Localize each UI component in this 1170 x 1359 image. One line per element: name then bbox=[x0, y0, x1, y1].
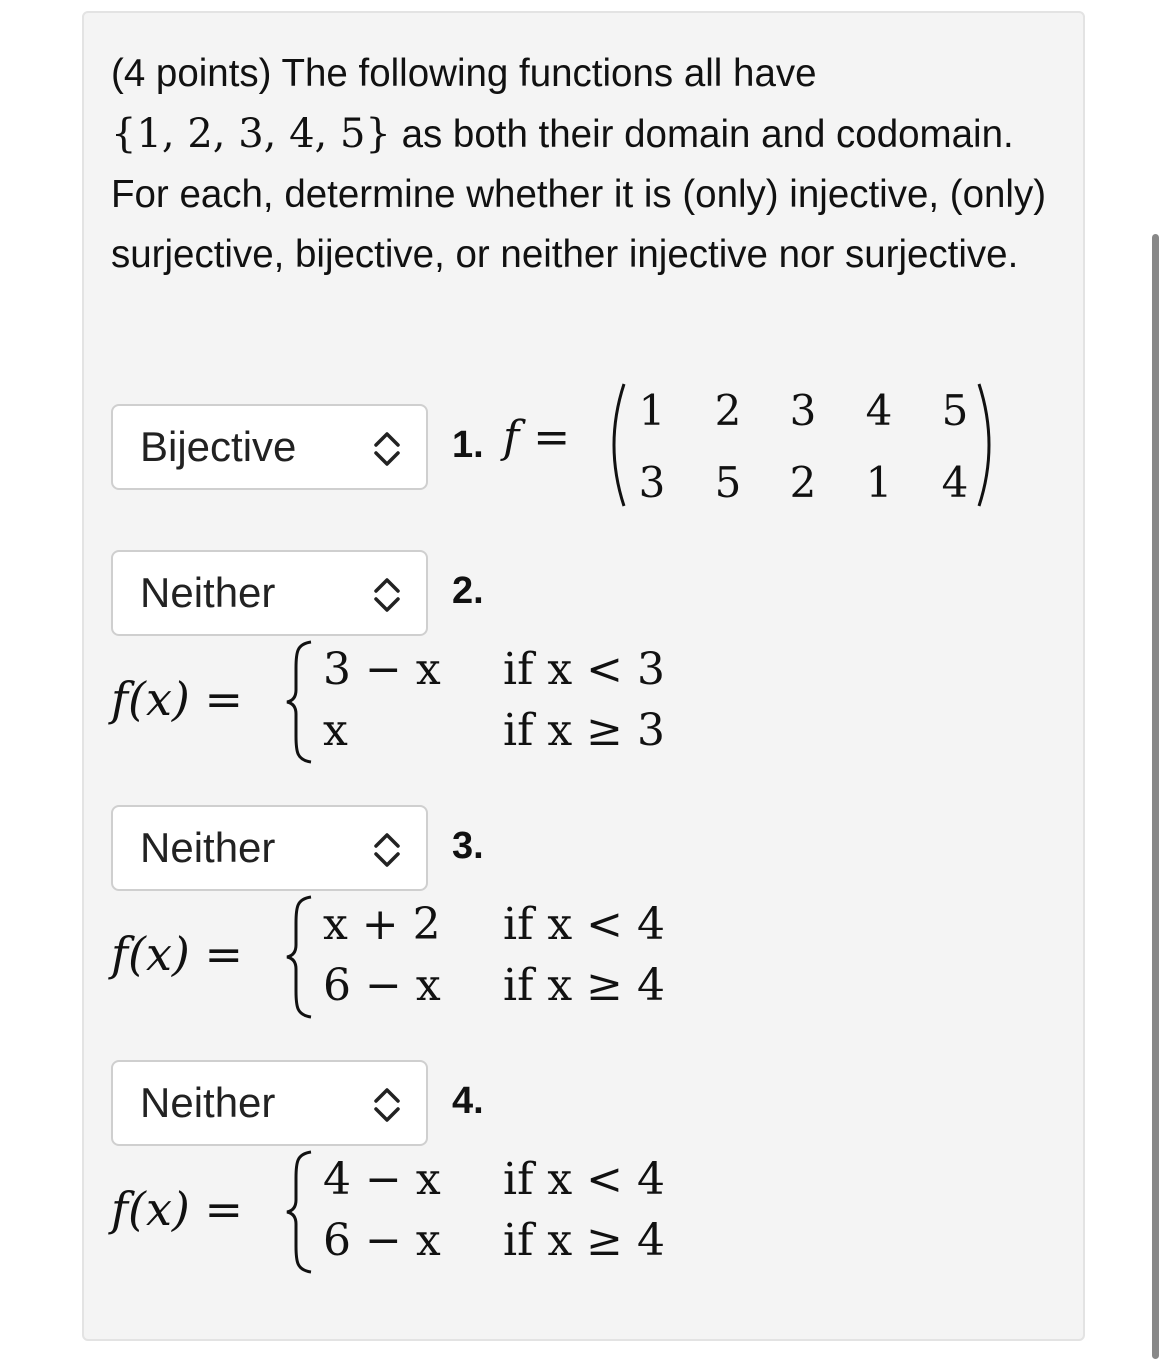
case-condition: if x ≥ 3 bbox=[503, 705, 665, 756]
select-value: Neither bbox=[140, 569, 276, 616]
matrix-cell: 3 bbox=[638, 458, 666, 507]
case-condition: if x < 3 bbox=[503, 644, 665, 695]
question-number-1: 1. bbox=[452, 424, 484, 466]
chevron-up-down-icon bbox=[371, 831, 403, 869]
function-label-4: f(x) = bbox=[111, 1182, 244, 1236]
select-value: Neither bbox=[140, 824, 276, 871]
case-expression: 4 − x bbox=[323, 1154, 441, 1205]
matrix-cell: 2 bbox=[789, 458, 817, 507]
chevron-up-down-icon bbox=[371, 1086, 403, 1124]
function-label-1: f = bbox=[503, 412, 571, 463]
case-expression: x + 2 bbox=[323, 899, 441, 950]
function-label-2: f(x) = bbox=[111, 672, 244, 726]
case-condition: if x < 4 bbox=[503, 1154, 665, 1205]
matrix-cell: 4 bbox=[865, 386, 893, 435]
question-number-4: 4. bbox=[452, 1080, 484, 1122]
question-prompt bbox=[111, 44, 1061, 285]
matrix-cell: 1 bbox=[638, 386, 666, 435]
matrix-cell: 1 bbox=[865, 458, 893, 507]
right-paren bbox=[975, 380, 1003, 510]
matrix-cell: 2 bbox=[714, 386, 742, 435]
matrix-cell: 3 bbox=[789, 386, 817, 435]
question-number-2: 2. bbox=[452, 570, 484, 612]
select-value: Neither bbox=[140, 1079, 276, 1126]
left-brace bbox=[283, 893, 315, 1021]
select-value: Bijective bbox=[140, 423, 297, 470]
question-number-3: 3. bbox=[452, 825, 484, 867]
function-label-3: f(x) = bbox=[111, 927, 244, 981]
matrix-cell: 5 bbox=[714, 458, 742, 507]
case-condition: if x ≥ 4 bbox=[503, 1215, 665, 1266]
matrix-cell: 5 bbox=[941, 386, 969, 435]
answer-select-3[interactable] bbox=[111, 805, 428, 891]
prompt-text-rest: as both their domain and codomain. For each, determine whether it is (only) injective, (only) surjective, bijective, or neither injective nor surjective. bbox=[111, 113, 1047, 276]
domain-set: {1, 2, 3, 4, 5} bbox=[111, 111, 391, 157]
case-expression: 6 − x bbox=[323, 1215, 441, 1266]
prompt-text: (4 points) The following functions all have bbox=[111, 52, 817, 95]
chevron-up-down-icon bbox=[371, 430, 403, 468]
left-brace bbox=[283, 1148, 315, 1276]
answer-select-2[interactable] bbox=[111, 550, 428, 636]
chevron-up-down-icon bbox=[371, 576, 403, 614]
answer-select-1[interactable] bbox=[111, 404, 428, 490]
scrollbar[interactable] bbox=[1152, 234, 1159, 1359]
matrix-cell: 4 bbox=[941, 458, 969, 507]
left-paren bbox=[600, 380, 628, 510]
permutation-matrix bbox=[600, 380, 1005, 510]
left-brace bbox=[283, 638, 315, 766]
answer-select-4[interactable] bbox=[111, 1060, 428, 1146]
case-expression: 3 − x bbox=[323, 644, 441, 695]
case-condition: if x ≥ 4 bbox=[503, 960, 665, 1011]
case-condition: if x < 4 bbox=[503, 899, 665, 950]
case-expression: x bbox=[323, 705, 348, 756]
case-expression: 6 − x bbox=[323, 960, 441, 1011]
